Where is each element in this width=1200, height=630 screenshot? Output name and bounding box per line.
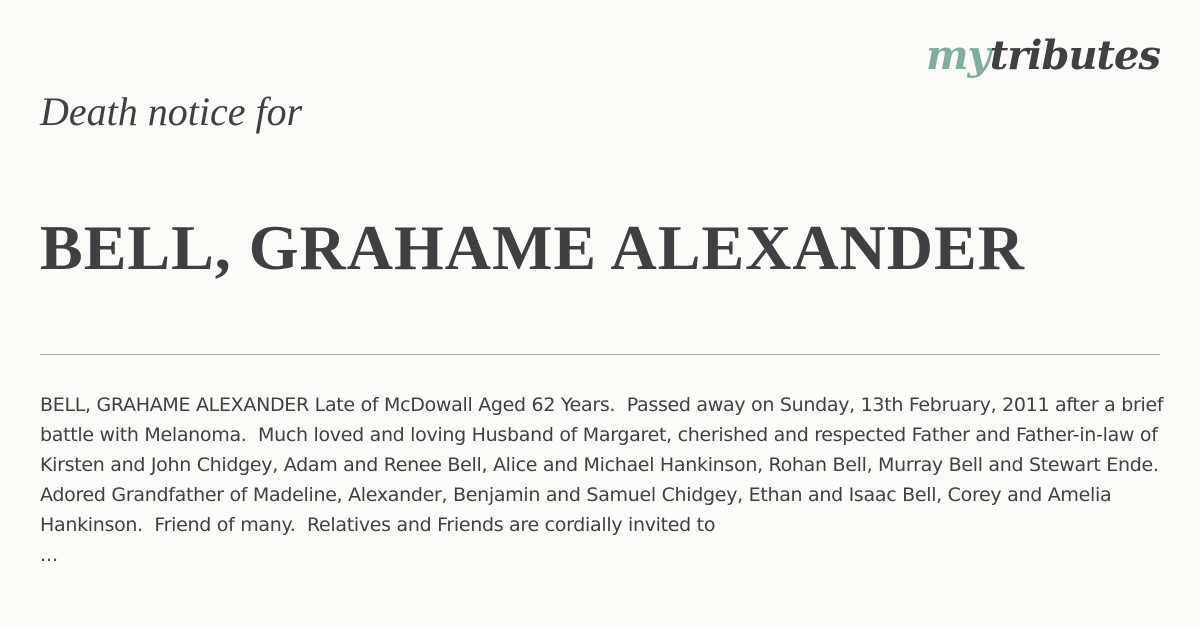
divider (40, 354, 1160, 355)
notice-eyebrow: Death notice for (40, 89, 303, 134)
mytributes-logo[interactable] (926, 32, 1160, 79)
logo-my-text: my (926, 32, 990, 79)
deceased-name: BELL, GRAHAME ALEXANDER (40, 212, 1025, 283)
logo-tributes-text: tributes (989, 32, 1160, 79)
truncation-ellipsis: ... (40, 544, 59, 566)
notice-text: BELL, GRAHAME ALEXANDER Late of McDowall Aged 62 Years. Passed away on Sunday, 13th February, 2011 after a brief battle with Melanoma. Much loved and loving Husband of Margaret, cherished and respected Father and Father-in-law of Kirsten and John Chidgey, Adam and Renee Bell, Alice and Michael Hankinson, Rohan Bell, Murray Bell and Stewart Ende. Adored Grandfather of Madeline, Alexander, Benjamin and Samuel Chidgey, Ethan and Isaac Bell, Corey and Amelia Hankinson. Friend of many. Relatives and Friends are cordially invited to (40, 394, 1171, 536)
